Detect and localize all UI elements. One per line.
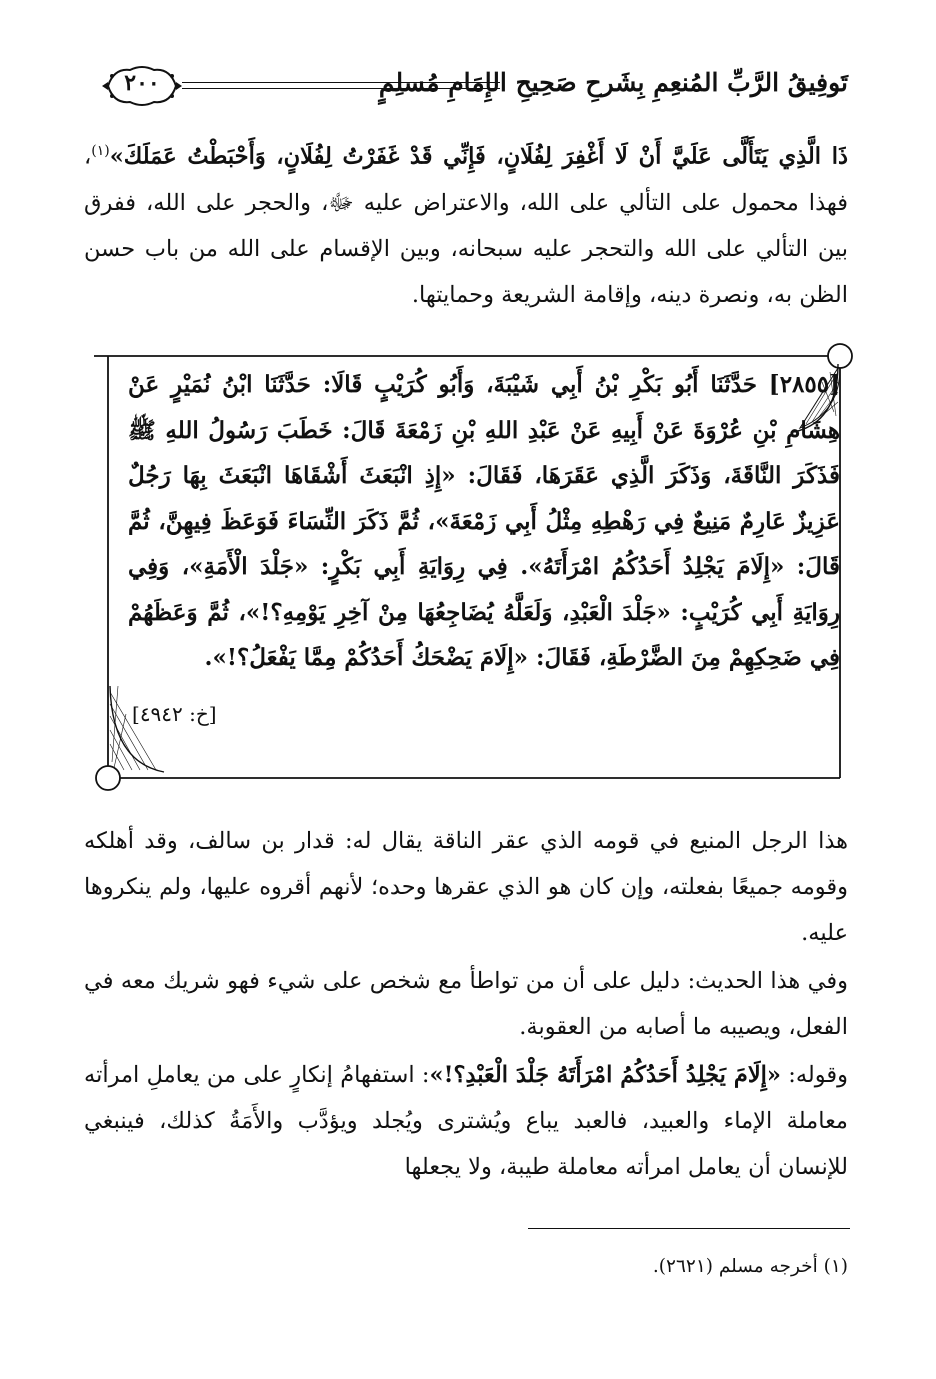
footnote: (١) أخرجه مسلم (٢٦٢١).: [652, 1256, 848, 1277]
paragraph-3-lead: وقوله:: [780, 1062, 848, 1088]
footnote-rule: [528, 1228, 850, 1229]
quote-line: ذَا الَّذِي يَتَأَلَّى عَلَيَّ أَنْ لَا أَغْفِرَ لِفُلَانٍ، فَإِنِّي قَدْ غَفَرْتُ لِفُلَانٍ، وَأَحْبَطْتُ عَمَلَكَ»: [109, 143, 848, 170]
paragraph-1: هذا الرجل المنيع في قومه الذي عقر الناقة يقال له: قدار بن سالف، وقد أهلكه وقومه جميعًا بفعلته، وإن كان هو الذي عقرها وحده؛ لأنهم أقروه عليها، ولم ينكروها عليه.: [84, 828, 848, 946]
continued-quote: [84, 128, 848, 318]
paragraph-3-rest: : استفهامُ إنكارٍ على من يعاملِ امرأته معاملة الإماء والعبيد، فالعبد يباع ويُشترى ويُجلد ويؤدَّب والأَمَةُ كذلك، فينبغي للإنسان أن يعامل امرأته معاملة طيبة، ولا يجعلها: [84, 1062, 848, 1180]
quote-tail: ،: [84, 143, 92, 170]
paragraph-3-quote: «إِلَامَ يَجْلِدُ أَحَدُكُمُ امْرَأَتَهُ جَلْدَ الْعَبْدِ؟!»: [429, 1062, 781, 1088]
page-number: ٢٠٠: [124, 70, 160, 96]
hadith-text: [٢٨٥٥] حَدَّثَنَا أَبُو بَكْرِ بْنُ أَبِي شَيْبَةَ، وَأَبُو كُرَيْبٍ قَالَا: حَدَّثَنَا ابْنُ نُمَيْرٍ عَنْ هِشَامِ بْنِ عُرْوَةَ عَنْ أَبِيهِ عَنْ عَبْدِ اللهِ بْنِ زَمْعَةَ قَالَ: خَطَبَ رَسُولُ اللهِ ﷺ فَذَكَرَ النَّاقَةَ، وَذَكَرَ الَّذِي عَقَرَهَا، فَقَالَ: «إِذِ انْبَعَثَ أَشْقَاهَا انْبَعَثَ بِهَا رَجُلٌ عَزِيزٌ عَارِمٌ مَنِيعٌ فِي رَهْطِهِ مِثْلُ أَبِي زَمْعَةَ»، ثُمَّ ذَكَرَ النِّسَاءَ فَوَعَظَ فِيهِنَّ، ثُمَّ قَالَ: «إِلَامَ يَجْلِدُ أَحَدُكُمُ امْرَأَتَهُ». فِي رِوَايَةِ أَبِي بَكْرٍ: «جَلْدَ الْأَمَةِ»، وَفِي رِوَايَةِ أَبِي كُرَيْبٍ: «جَلْدَ الْعَبْدِ، وَلَعَلَّهُ يُضَاجِعُهَا مِنْ آخِرِ يَوْمِهِ؟!»، ثُمَّ وَعَظَهُمْ فِي ضَحِكِهِمْ مِنَ الضَّرْطَةِ، فَقَالَ: «إِلَامَ يَضْحَكُ أَحَدُكُمْ مِمَّا يَفْعَلُ؟!».: [128, 371, 840, 671]
commentary-paragraph: فهذا محمول على التألي على الله، والاعتراض عليه ﷻ، والحجر على الله، ففرق بين التألي على الله والتحجر عليه سبحانه، وبين الإقسام على الله من باب حسن الظن به، ونصرة دينه، وإقامة الشريعة وحمايتها.: [84, 189, 848, 308]
hadith-reference: [خ: ٤٩٤٢]: [132, 702, 217, 726]
page-header: [100, 62, 848, 116]
paragraph-3: [84, 1052, 848, 1190]
footnote-marker: (١): [91, 143, 110, 159]
book-title: تَوفِيقُ الرَّبِّ المُنعِمِ بِشَرحِ صَحِيحِ الإِمَامِ مُسلِمٍ: [378, 68, 848, 97]
paragraph-2: وفي هذا الحديث: دليل على أن من تواطأ مع شخص على شيء فهو شريك معه في الفعل، ويصيبه ما أصابه من العقوبة.: [84, 968, 848, 1040]
